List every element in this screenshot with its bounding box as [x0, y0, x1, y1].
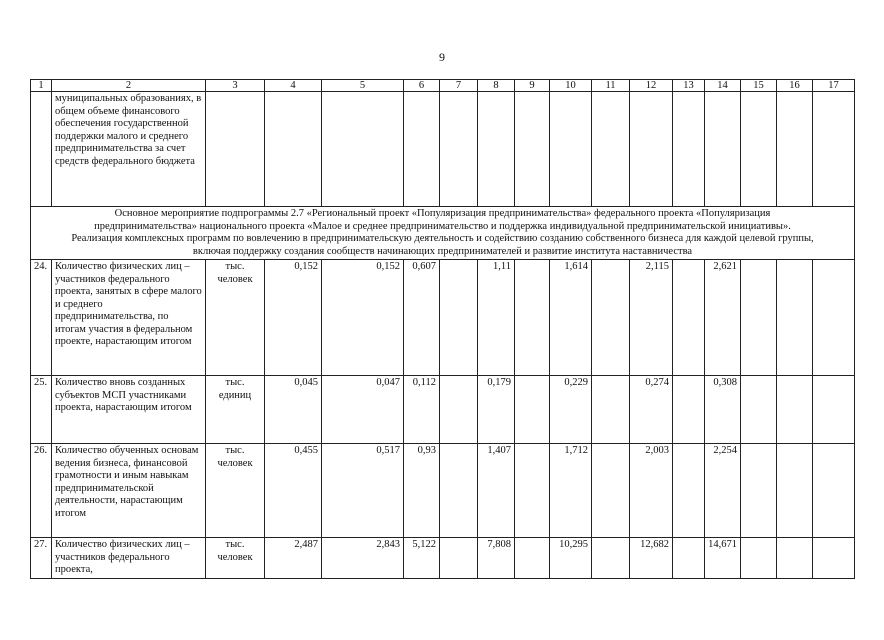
value-cell: 0,517 — [322, 444, 404, 538]
value-cell: 10,295 — [550, 538, 592, 579]
column-header: 8 — [478, 80, 515, 92]
value-cell: 0,229 — [550, 376, 592, 444]
value-cell — [440, 444, 478, 538]
value-cell — [592, 444, 630, 538]
section-title-line: предпринимательства» национального проекта «Малое и среднее предпринимательство и поддержка индивидуальной предпринимательской инициативы». — [94, 220, 791, 232]
value-cell: 0,93 — [404, 444, 440, 538]
indicator-name: Количество физических лиц – участников федерального проекта, занятых в сфере малого и среднего предпринимательства, по итогам участия в федеральном проекте, нарастающим итогом — [52, 260, 206, 376]
value-cell — [592, 260, 630, 376]
value-cell: 0,179 — [478, 376, 515, 444]
table-row — [31, 92, 855, 207]
value-cell — [673, 260, 705, 376]
unit-cell: тыс. человек — [206, 444, 265, 538]
value-cell — [813, 260, 855, 376]
column-header: 6 — [404, 80, 440, 92]
column-header: 9 — [515, 80, 550, 92]
column-header: 1 — [31, 80, 52, 92]
column-header: 15 — [741, 80, 777, 92]
value-cell: 7,808 — [478, 538, 515, 579]
value-cell: 0,274 — [630, 376, 673, 444]
value-cell: 0,455 — [265, 444, 322, 538]
value-cell — [515, 538, 550, 579]
section-row — [31, 207, 855, 260]
row-number — [31, 92, 52, 207]
value-cell: 2,621 — [705, 260, 741, 376]
unit-cell: тыс. человек — [206, 260, 265, 376]
value-cell: 5,122 — [404, 538, 440, 579]
value-cell: 0,045 — [265, 376, 322, 444]
value-cell: 1,11 — [478, 260, 515, 376]
value-cell: 12,682 — [630, 538, 673, 579]
table-row — [31, 538, 855, 579]
row-number: 25. — [31, 376, 52, 444]
column-header: 10 — [550, 80, 592, 92]
indicator-name: Количество обученных основам ведения бизнеса, финансовой грамотности и иным навыкам предпринимательской деятельности, нарастающим итогом — [52, 444, 206, 538]
value-cell — [673, 538, 705, 579]
value-cell — [515, 444, 550, 538]
value-cell — [673, 376, 705, 444]
value-cell: 2,487 — [265, 538, 322, 579]
value-cell — [673, 444, 705, 538]
value-cell — [592, 376, 630, 444]
value-cell — [440, 376, 478, 444]
value-cell — [592, 538, 630, 579]
value-cell: 1,614 — [550, 260, 592, 376]
value-cell — [741, 444, 777, 538]
value-cell: 1,407 — [478, 444, 515, 538]
value-cell: 0,047 — [322, 376, 404, 444]
table-row — [31, 444, 855, 538]
value-cell — [777, 260, 813, 376]
value-cell: 0,112 — [404, 376, 440, 444]
value-cell: 0,607 — [404, 260, 440, 376]
column-header: 16 — [777, 80, 813, 92]
column-header: 11 — [592, 80, 630, 92]
section-title-line: Основное мероприятие подпрограммы 2.7 «Региональный проект «Популяризация предпринимательства» федерального проекта «Популяризация — [114, 208, 771, 219]
value-cell: 14,671 — [705, 538, 741, 579]
value-cell — [813, 444, 855, 538]
value-cell — [777, 538, 813, 579]
page-number: 9 — [439, 50, 445, 64]
table-row — [31, 376, 855, 444]
value-cell — [813, 538, 855, 579]
value-cell: 0,152 — [322, 260, 404, 376]
column-header: 3 — [206, 80, 265, 92]
value-cell: 2,003 — [630, 444, 673, 538]
value-cell — [813, 376, 855, 444]
column-header: 5 — [322, 80, 404, 92]
value-cell: 0,152 — [265, 260, 322, 376]
column-number-row — [31, 80, 855, 92]
column-header: 14 — [705, 80, 741, 92]
row-number: 26. — [31, 444, 52, 538]
value-cell: 1,712 — [550, 444, 592, 538]
value-cell: 2,843 — [322, 538, 404, 579]
column-header: 7 — [440, 80, 478, 92]
column-header: 13 — [673, 80, 705, 92]
column-header: 17 — [813, 80, 855, 92]
section-title-line: включая поддержку создания сообществ начинающих предпринимателей и развитие института наставничества — [192, 245, 693, 257]
table-row — [31, 260, 855, 376]
unit-cell: тыс. человек — [206, 538, 265, 579]
value-cell — [515, 260, 550, 376]
indicator-name: муниципальных образованиях, в общем объеме финансового обеспечения государственной поддержки малого и среднего предпринимательства за счет средств федерального бюджета — [52, 92, 206, 207]
value-cell — [440, 538, 478, 579]
column-header: 4 — [265, 80, 322, 92]
indicators-table — [30, 79, 855, 579]
section-title-line: Реализация комплексных программ по вовлечению в предпринимательскую деятельность и содействию созданию собственного бизнеса для каждой целевой группы, — [71, 233, 814, 244]
value-cell — [777, 444, 813, 538]
value-cell: 2,254 — [705, 444, 741, 538]
column-header: 12 — [630, 80, 673, 92]
value-cell — [777, 376, 813, 444]
value-cell — [515, 376, 550, 444]
unit-cell: тыс. единиц — [206, 376, 265, 444]
row-number: 27. — [31, 538, 52, 579]
column-header: 2 — [52, 80, 206, 92]
value-cell: 2,115 — [630, 260, 673, 376]
indicator-name: Количество вновь созданных субъектов МСП участниками проекта, нарастающим итогом — [52, 376, 206, 444]
value-cell — [741, 538, 777, 579]
value-cell — [440, 260, 478, 376]
row-number: 24. — [31, 260, 52, 376]
value-cell: 0,308 — [705, 376, 741, 444]
section-title — [31, 207, 855, 260]
value-cell — [741, 376, 777, 444]
value-cell — [741, 260, 777, 376]
indicator-name: Количество физических лиц – участников федерального проекта, — [52, 538, 206, 579]
